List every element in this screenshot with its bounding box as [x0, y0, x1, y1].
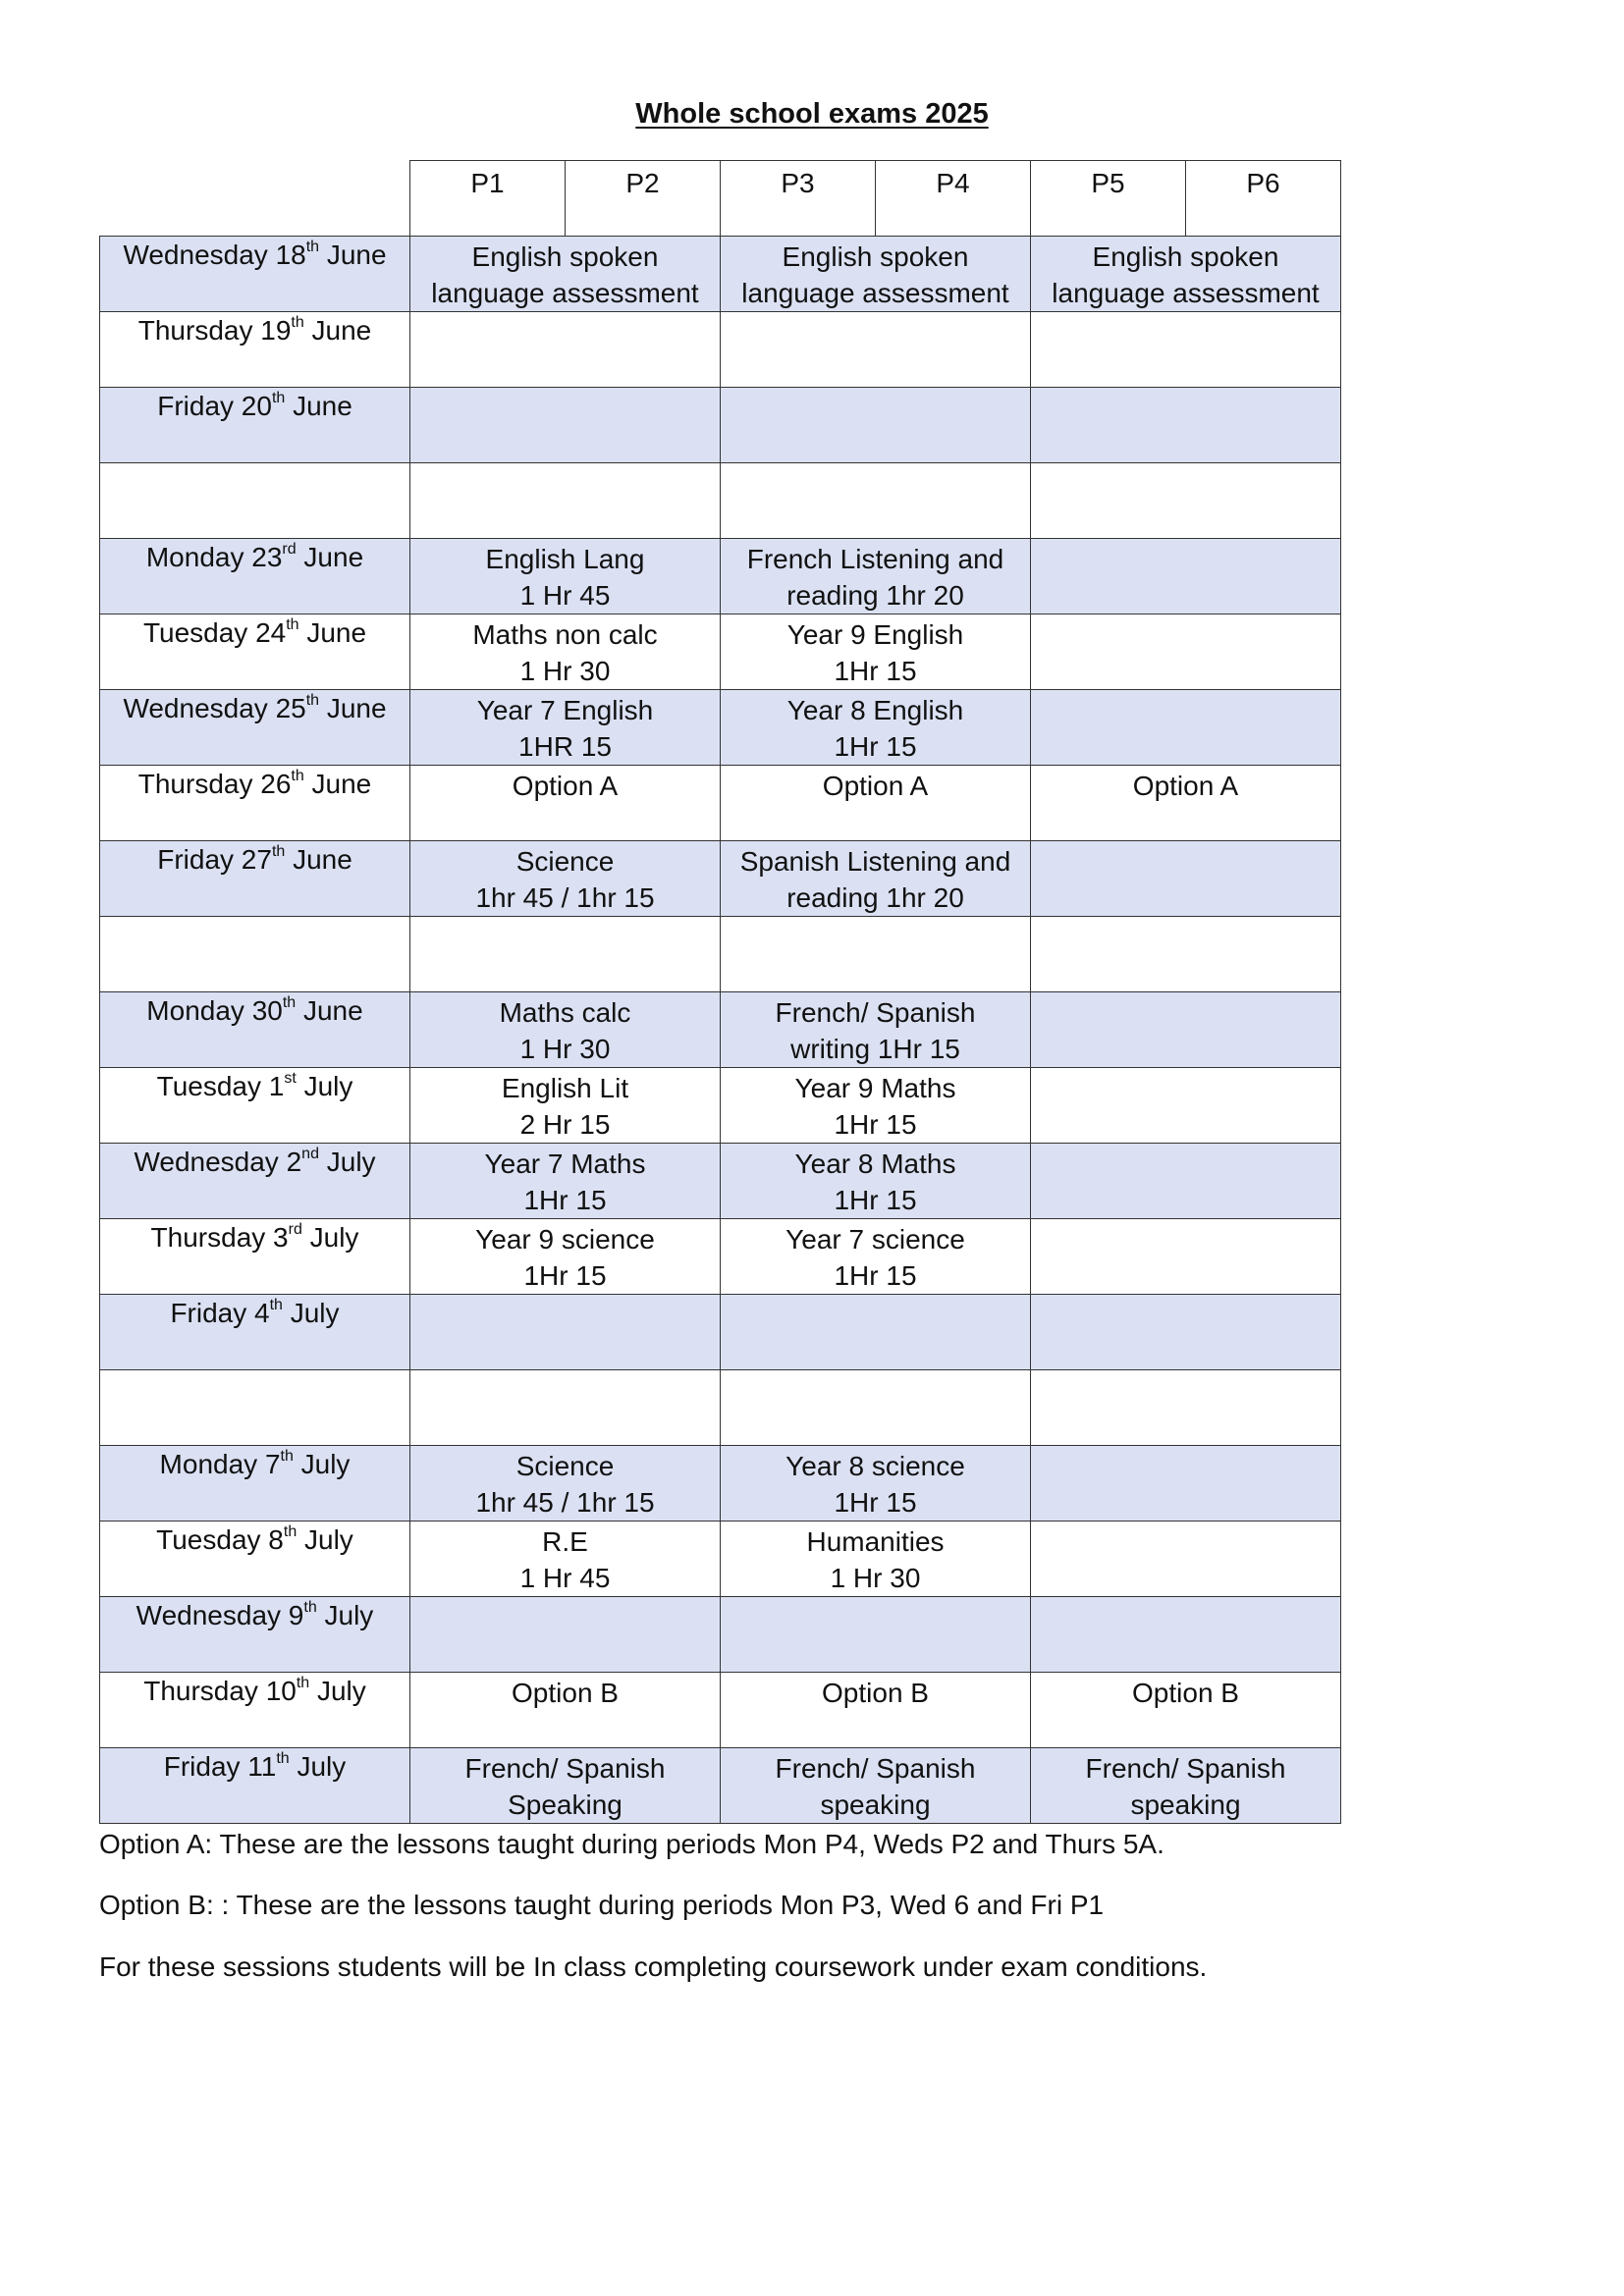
table-row [100, 1597, 1341, 1673]
session-cell-p5-p6 [1031, 1748, 1341, 1824]
session-text: Maths non calc [472, 619, 658, 650]
session-cell-p5-p6 [1031, 312, 1341, 388]
day-ordinal-suffix: th [286, 615, 299, 633]
session-cell-p3-p4 [721, 539, 1031, 614]
session-cell-p3-p4 [721, 614, 1031, 690]
session-text: 1 Hr 30 [519, 656, 611, 686]
session-text: French/ Spanish [1085, 1753, 1286, 1784]
day-ordinal-suffix: rd [282, 540, 297, 558]
day-ordinal-suffix: th [282, 993, 297, 1011]
session-text: 1 Hr 45 [519, 1563, 611, 1593]
day-label: Tuesday 8 [156, 1524, 284, 1555]
day-label: Friday 20 [157, 391, 272, 421]
session-cell-p5-p6 [1031, 1370, 1341, 1446]
day-cell [100, 1144, 410, 1219]
session-cell-p1-p2 [410, 539, 721, 614]
day-ordinal-suffix: th [296, 1674, 310, 1691]
session-cell-p1-p2 [410, 1144, 721, 1219]
session-cell-p1-p2 [410, 1522, 721, 1597]
session-cell-p1-p2 [410, 312, 721, 388]
session-text: Year 7 science [785, 1224, 965, 1255]
month-label: July [326, 1147, 376, 1177]
month-label: July [304, 1524, 353, 1555]
month-label: July [309, 1222, 359, 1253]
day-ordinal-suffix: th [291, 313, 304, 331]
day-ordinal-suffix: th [271, 389, 286, 406]
session-cell-p1-p2 [410, 1597, 721, 1673]
period-header-p4: P4 [876, 161, 1031, 237]
table-row [100, 992, 1341, 1068]
day-cell [100, 312, 410, 388]
session-cell-p5-p6 [1031, 463, 1341, 539]
day-label: Friday 4 [170, 1298, 270, 1328]
session-cell-p5-p6 [1031, 1597, 1341, 1673]
note-2: Option B: : These are the lessons taught during periods Mon P3, Wed 6 and Fri P1 [99, 1890, 1105, 1920]
session-cell-p3-p4 [721, 1522, 1031, 1597]
day-ordinal-suffix: th [303, 1598, 317, 1616]
session-text: reading 1hr 20 [786, 580, 964, 611]
session-text: Option A [1132, 771, 1239, 801]
session-text: 1 Hr 30 [519, 1034, 611, 1064]
session-cell-p1-p2 [410, 463, 721, 539]
session-text: 1hr 45 / 1hr 15 [475, 882, 655, 913]
month-label: June [311, 769, 372, 799]
session-text: English spoken [782, 241, 969, 272]
session-cell-p3-p4 [721, 917, 1031, 992]
note-1: Option A: These are the lessons taught during periods Mon P4, Weds P2 and Thurs 5A. [99, 1829, 1164, 1859]
day-cell [100, 463, 410, 539]
exam-timetable [99, 160, 1341, 1824]
day-label: Monday 7 [159, 1449, 281, 1479]
session-cell-p5-p6 [1031, 917, 1341, 992]
session-cell-p5-p6 [1031, 1673, 1341, 1748]
session-text: French Listening and [746, 544, 1004, 574]
session-text: reading 1hr 20 [786, 882, 964, 913]
session-cell-p1-p2 [410, 1370, 721, 1446]
day-label: Tuesday 1 [156, 1071, 285, 1101]
session-text: 1Hr 15 [834, 731, 917, 762]
month-label: June [326, 240, 387, 270]
table-row [100, 766, 1341, 841]
session-cell-p3-p4 [721, 992, 1031, 1068]
session-cell-p5-p6 [1031, 539, 1341, 614]
table-row [100, 1748, 1341, 1824]
month-label: June [293, 844, 352, 875]
day-cell [100, 237, 410, 312]
session-cell-p1-p2 [410, 237, 721, 312]
session-text: English Lit [501, 1073, 629, 1103]
table-row [100, 539, 1341, 614]
session-text: speaking [1130, 1789, 1241, 1820]
page-title: Whole school exams 2025 [635, 98, 989, 130]
session-text: Year 7 English [476, 695, 654, 725]
period-header-p3: P3 [721, 161, 876, 237]
session-text: English Lang [485, 544, 645, 574]
month-label: June [326, 693, 387, 723]
session-cell-p5-p6 [1031, 1446, 1341, 1522]
day-cell [100, 1295, 410, 1370]
session-cell-p1-p2 [410, 1748, 721, 1824]
session-cell-p1-p2 [410, 841, 721, 917]
table-row [100, 1144, 1341, 1219]
session-cell-p1-p2 [410, 766, 721, 841]
session-cell-p3-p4 [721, 1219, 1031, 1295]
session-cell-p3-p4 [721, 1673, 1031, 1748]
session-cell-p5-p6 [1031, 690, 1341, 766]
session-cell-p3-p4 [721, 1446, 1031, 1522]
day-label: Friday 27 [157, 844, 272, 875]
day-label: Monday 30 [146, 995, 283, 1026]
session-cell-p5-p6 [1031, 614, 1341, 690]
day-cell [100, 388, 410, 463]
period-header-p1: P1 [410, 161, 566, 237]
day-ordinal-suffix: th [283, 1522, 298, 1540]
session-text: 1Hr 15 [834, 1260, 917, 1291]
day-ordinal-suffix: rd [288, 1220, 302, 1238]
session-cell-p3-p4 [721, 1597, 1031, 1673]
month-label: July [303, 1071, 353, 1101]
day-ordinal-suffix: nd [301, 1145, 319, 1162]
session-cell-p5-p6 [1031, 992, 1341, 1068]
session-text: 1 Hr 45 [519, 580, 611, 611]
month-label: June [293, 391, 352, 421]
session-cell-p1-p2 [410, 1068, 721, 1144]
month-label: July [300, 1449, 351, 1479]
day-label: Wednesday 9 [135, 1600, 304, 1630]
session-cell-p3-p4 [721, 388, 1031, 463]
period-header-row [100, 161, 1341, 237]
session-cell-p3-p4 [721, 1068, 1031, 1144]
session-text: French/ Spanish [464, 1753, 666, 1784]
session-cell-p1-p2 [410, 1295, 721, 1370]
day-ordinal-suffix: th [276, 1749, 290, 1767]
session-text: Year 7 Maths [484, 1148, 646, 1179]
day-ordinal-suffix: th [280, 1447, 294, 1465]
session-cell-p1-p2 [410, 388, 721, 463]
day-label: Friday 11 [163, 1751, 277, 1782]
session-cell-p3-p4 [721, 237, 1031, 312]
day-cell [100, 841, 410, 917]
month-label: June [306, 617, 367, 648]
session-text: Option B [1132, 1678, 1239, 1708]
table-row [100, 1673, 1341, 1748]
session-cell-p1-p2 [410, 992, 721, 1068]
session-text: Speaking [508, 1789, 623, 1820]
day-cell [100, 992, 410, 1068]
session-text: Option A [822, 771, 929, 801]
session-text: language assessment [741, 278, 1009, 308]
period-header-p2: P2 [566, 161, 721, 237]
month-label: June [302, 995, 363, 1026]
day-ordinal-suffix: th [305, 691, 320, 709]
session-cell-p3-p4 [721, 1748, 1031, 1824]
month-label: June [311, 315, 372, 346]
table-row [100, 388, 1341, 463]
day-label: Wednesday 2 [134, 1147, 302, 1177]
table-row [100, 917, 1341, 992]
day-cell [100, 614, 410, 690]
session-cell-p5-p6 [1031, 1068, 1341, 1144]
session-text: Humanities [806, 1526, 945, 1557]
session-cell-p5-p6 [1031, 1522, 1341, 1597]
session-text: Option B [822, 1678, 929, 1708]
session-text: Year 8 Maths [794, 1148, 956, 1179]
table-row [100, 1446, 1341, 1522]
month-label: July [324, 1600, 374, 1630]
table-row [100, 463, 1341, 539]
day-label: Thursday 10 [143, 1676, 297, 1706]
session-cell-p3-p4 [721, 463, 1031, 539]
day-cell [100, 917, 410, 992]
session-cell-p1-p2 [410, 1673, 721, 1748]
table-row [100, 237, 1341, 312]
day-label: Thursday 3 [150, 1222, 289, 1253]
session-cell-p1-p2 [410, 690, 721, 766]
day-ordinal-suffix: st [284, 1069, 297, 1087]
month-label: July [316, 1676, 366, 1706]
table-row [100, 1219, 1341, 1295]
month-label: July [297, 1751, 347, 1782]
session-cell-p3-p4 [721, 1370, 1031, 1446]
table-row [100, 1370, 1341, 1446]
session-cell-p3-p4 [721, 841, 1031, 917]
session-text: Year 9 science [475, 1224, 655, 1255]
session-text: English spoken [1092, 241, 1279, 272]
session-cell-p5-p6 [1031, 766, 1341, 841]
session-text: Year 8 English [786, 695, 964, 725]
session-text: 1Hr 15 [523, 1260, 607, 1291]
table-row [100, 312, 1341, 388]
note-3: For these sessions students will be In class completing coursework under exam conditions. [99, 1951, 1208, 1982]
session-text: Option A [512, 771, 619, 801]
session-text: Year 9 English [786, 619, 964, 650]
session-cell-p1-p2 [410, 1446, 721, 1522]
day-ordinal-suffix: th [305, 238, 320, 255]
day-cell [100, 1068, 410, 1144]
session-cell-p5-p6 [1031, 237, 1341, 312]
day-cell [100, 1748, 410, 1824]
session-text: English spoken [471, 241, 659, 272]
session-text: speaking [820, 1789, 931, 1820]
day-ordinal-suffix: th [271, 842, 286, 860]
session-text: 1Hr 15 [834, 1185, 917, 1215]
day-ordinal-suffix: th [291, 767, 304, 784]
day-label: Monday 23 [145, 542, 283, 572]
session-text: Year 9 Maths [794, 1073, 956, 1103]
session-cell-p5-p6 [1031, 388, 1341, 463]
session-text: Science [515, 846, 615, 877]
session-text: Maths calc [499, 997, 631, 1028]
session-text: Science [515, 1451, 615, 1481]
month-label: July [290, 1298, 340, 1328]
day-cell [100, 1597, 410, 1673]
session-text: Year 8 science [785, 1451, 965, 1481]
table-row [100, 1295, 1341, 1370]
session-text: 1Hr 15 [834, 1487, 917, 1518]
day-label: Thursday 26 [137, 769, 292, 799]
session-cell-p3-p4 [721, 312, 1031, 388]
session-text: language assessment [1052, 278, 1320, 308]
day-cell [100, 1522, 410, 1597]
session-text: 1Hr 15 [834, 1109, 917, 1140]
day-cell [100, 1673, 410, 1748]
session-text: Option B [512, 1678, 619, 1708]
session-text: 1 Hr 30 [830, 1563, 921, 1593]
period-header-p5: P5 [1031, 161, 1186, 237]
day-cell [100, 766, 410, 841]
month-label: June [303, 542, 364, 572]
session-cell-p5-p6 [1031, 841, 1341, 917]
session-cell-p5-p6 [1031, 1219, 1341, 1295]
session-cell-p3-p4 [721, 690, 1031, 766]
session-cell-p1-p2 [410, 917, 721, 992]
day-label: Thursday 19 [137, 315, 292, 346]
session-cell-p5-p6 [1031, 1295, 1341, 1370]
session-text: French/ Spanish [775, 1753, 976, 1784]
session-text: language assessment [431, 278, 699, 308]
session-text: 1Hr 15 [834, 656, 917, 686]
session-cell-p3-p4 [721, 1295, 1031, 1370]
session-cell-p3-p4 [721, 766, 1031, 841]
day-cell [100, 539, 410, 614]
day-cell [100, 1219, 410, 1295]
day-cell [100, 1446, 410, 1522]
session-text: 1HR 15 [518, 731, 612, 762]
session-cell-p3-p4 [721, 1144, 1031, 1219]
session-text: French/ Spanish [775, 997, 976, 1028]
table-row [100, 690, 1341, 766]
period-header-p6: P6 [1186, 161, 1341, 237]
table-row [100, 1068, 1341, 1144]
day-label: Wednesday 25 [123, 693, 306, 723]
session-text: R.E [542, 1526, 588, 1557]
session-text: 1hr 45 / 1hr 15 [475, 1487, 655, 1518]
session-text: 2 Hr 15 [519, 1109, 611, 1140]
session-cell-p5-p6 [1031, 1144, 1341, 1219]
session-cell-p1-p2 [410, 614, 721, 690]
header-corner [100, 161, 410, 237]
session-text: 1Hr 15 [523, 1185, 607, 1215]
table-row [100, 841, 1341, 917]
day-label: Tuesday 24 [142, 617, 287, 648]
day-label: Wednesday 18 [123, 240, 306, 270]
session-cell-p1-p2 [410, 1219, 721, 1295]
session-text: writing 1Hr 15 [790, 1034, 960, 1064]
table-row [100, 1522, 1341, 1597]
table-row [100, 614, 1341, 690]
day-ordinal-suffix: th [269, 1296, 283, 1313]
session-text: Spanish Listening and [739, 846, 1011, 877]
day-cell [100, 1370, 410, 1446]
day-cell [100, 690, 410, 766]
